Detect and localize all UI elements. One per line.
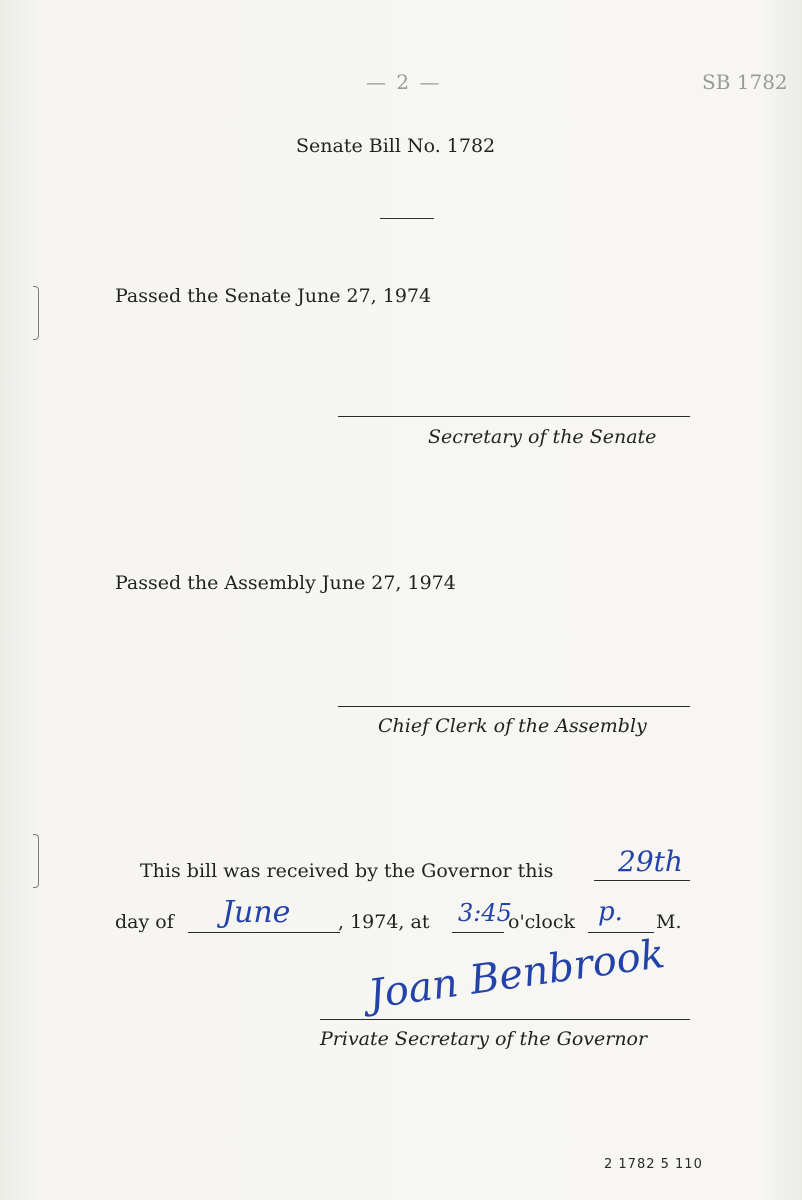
day-handwritten: 29th bbox=[618, 845, 683, 878]
senate-signer-caption: Secretary of the Senate bbox=[428, 426, 657, 448]
month-line bbox=[188, 932, 340, 933]
bill-title: Senate Bill No. 1782 bbox=[296, 135, 496, 157]
staple-mark bbox=[33, 286, 39, 340]
time-line bbox=[452, 932, 504, 933]
year-at-label: , 1974, at bbox=[338, 911, 430, 933]
day-of-label: day of bbox=[115, 911, 174, 933]
assembly-passed-text: Passed the Assembly June 27, 1974 bbox=[115, 572, 456, 594]
senate-passed-text: Passed the Senate June 27, 1974 bbox=[115, 285, 432, 307]
governor-signature-line bbox=[320, 1019, 690, 1020]
page-number: — 2 — bbox=[366, 70, 442, 94]
assembly-signer-caption: Chief Clerk of the Assembly bbox=[378, 715, 647, 737]
time-handwritten: 3:45 bbox=[458, 899, 512, 927]
month-handwritten: June bbox=[222, 895, 291, 930]
oclock-label: o'clock bbox=[508, 911, 575, 933]
governor-received-text: This bill was received by the Governor this bbox=[140, 860, 554, 882]
day-line bbox=[594, 880, 690, 881]
document-code: 2 1782 5 110 bbox=[604, 1157, 703, 1172]
assembly-signature-line bbox=[338, 706, 690, 707]
title-divider bbox=[380, 218, 434, 219]
staple-mark bbox=[33, 834, 39, 888]
m-label: M. bbox=[656, 911, 682, 933]
governor-signer-caption: Private Secretary of the Governor bbox=[320, 1028, 648, 1050]
bill-reference: SB 1782 bbox=[702, 70, 788, 94]
senate-signature-line bbox=[338, 416, 690, 417]
meridiem-handwritten: p. bbox=[598, 897, 623, 927]
governor-secretary-signature: Joan Benbrook bbox=[365, 930, 668, 1018]
